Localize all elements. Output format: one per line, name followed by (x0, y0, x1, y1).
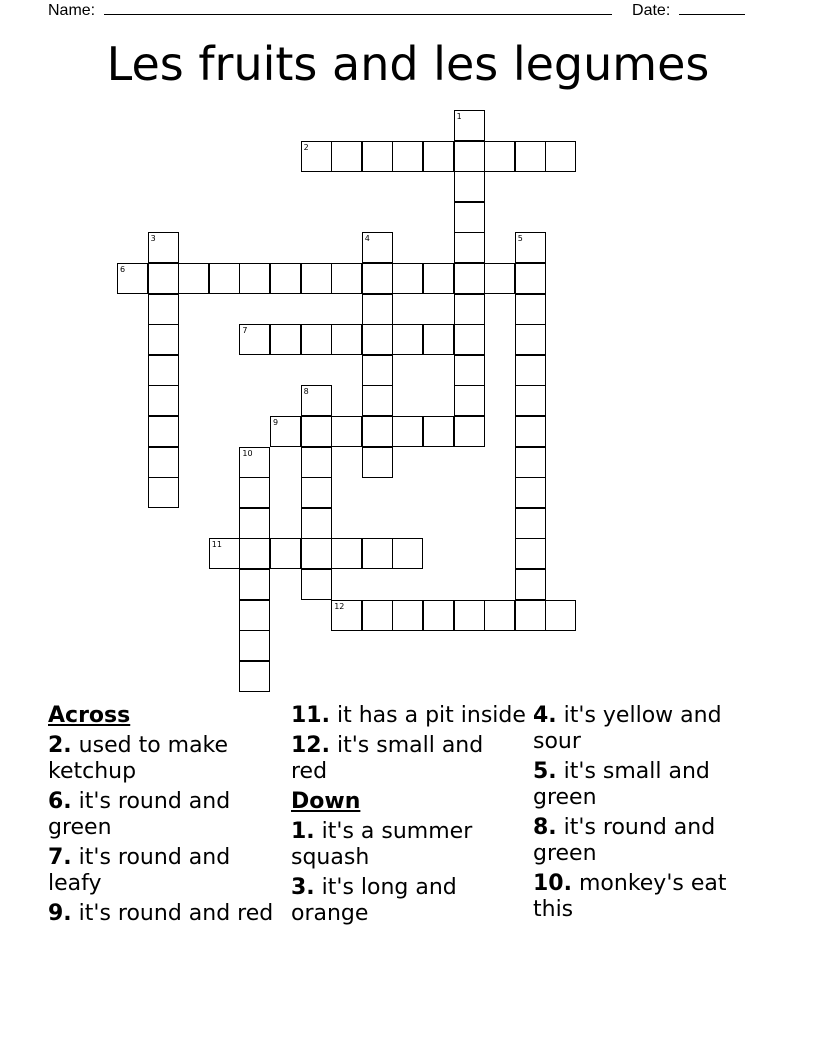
grid-cell[interactable] (423, 416, 454, 447)
grid-cell[interactable] (362, 447, 393, 478)
clue-number: 3 (150, 234, 156, 244)
grid-cell[interactable] (301, 538, 332, 569)
grid-cell[interactable] (392, 600, 423, 631)
grid-cell[interactable] (178, 263, 209, 294)
grid-cell[interactable] (515, 477, 546, 508)
grid-cell[interactable] (148, 385, 179, 416)
grid-cell[interactable] (331, 600, 362, 631)
clue-number: 8 (303, 387, 309, 397)
grid-cell[interactable] (148, 324, 179, 355)
grid-cell[interactable] (515, 385, 546, 416)
grid-cell[interactable] (270, 324, 301, 355)
clue-text: monkey's eat this (533, 871, 727, 922)
grid-cell[interactable] (148, 355, 179, 386)
grid-cell[interactable] (545, 141, 576, 172)
grid-cell[interactable] (239, 661, 270, 692)
grid-cell[interactable] (454, 263, 485, 294)
grid-cell[interactable] (515, 141, 546, 172)
grid-cell[interactable] (239, 600, 270, 631)
clue-item (48, 733, 283, 785)
clue-item (533, 815, 768, 867)
grid-cell[interactable] (301, 416, 332, 447)
clue-number-label: 4. (533, 703, 557, 728)
grid-cell[interactable] (362, 324, 393, 355)
grid-cell[interactable] (484, 600, 515, 631)
grid-cell[interactable] (331, 324, 362, 355)
grid-cell[interactable] (148, 477, 179, 508)
clue-number-label: 2. (48, 733, 72, 758)
clue-text: it's yellow and sour (533, 703, 722, 754)
clue-number: 5 (517, 234, 523, 244)
clue-text: it's round and red (78, 901, 274, 926)
grid-cell[interactable] (423, 263, 454, 294)
down-clue-list (291, 819, 526, 927)
clue-text: it's round and leafy (48, 845, 231, 896)
grid-cell[interactable] (239, 569, 270, 600)
clue-item (48, 789, 283, 841)
grid-cell[interactable] (301, 385, 332, 416)
grid-cell[interactable] (454, 141, 485, 172)
grid-cell[interactable] (209, 263, 240, 294)
grid-cell[interactable] (301, 141, 332, 172)
grid-cell[interactable] (117, 263, 148, 294)
grid-cell[interactable] (362, 385, 393, 416)
grid-cell[interactable] (515, 416, 546, 447)
grid-cell[interactable] (239, 447, 270, 478)
clue-item (533, 871, 768, 923)
grid-cell[interactable] (515, 294, 546, 325)
clue-item (291, 875, 526, 927)
grid-cell[interactable] (515, 355, 546, 386)
grid-cell[interactable] (148, 263, 179, 294)
grid-cell[interactable] (454, 294, 485, 325)
grid-cell[interactable] (362, 232, 393, 263)
grid-cell[interactable] (331, 538, 362, 569)
grid-cell[interactable] (331, 141, 362, 172)
grid-cell[interactable] (362, 416, 393, 447)
grid-cell[interactable] (515, 232, 546, 263)
grid-cell[interactable] (515, 324, 546, 355)
grid-cell[interactable] (392, 538, 423, 569)
grid-cell[interactable] (239, 508, 270, 539)
grid-cell[interactable] (423, 600, 454, 631)
clue-number: 9 (273, 418, 279, 427)
grid-cell[interactable] (270, 538, 301, 569)
grid-cell[interactable] (454, 355, 485, 386)
clue-text: it's round and green (48, 789, 231, 840)
grid-cell[interactable] (392, 324, 423, 355)
clue-item (48, 845, 283, 897)
clue-text: it's round and green (533, 815, 716, 866)
grid-cell[interactable] (423, 324, 454, 355)
grid-cell[interactable] (301, 508, 332, 539)
clue-number-label: 1. (291, 819, 315, 844)
grid-cell[interactable] (301, 477, 332, 508)
clue-text: it's long and orange (291, 875, 457, 926)
clue-text: it's small and red (291, 733, 484, 784)
grid-cell[interactable] (515, 447, 546, 478)
grid-cell[interactable] (239, 324, 270, 355)
clue-number: 11 (211, 540, 222, 550)
clues-column-2 (291, 703, 526, 931)
clue-number: 4 (364, 234, 370, 244)
grid-cell[interactable] (270, 416, 301, 447)
grid-cell[interactable] (239, 538, 270, 569)
clue-item (533, 703, 768, 755)
grid-cell[interactable] (148, 232, 179, 263)
clue-item (291, 819, 526, 871)
clue-item (48, 901, 283, 927)
clue-number-label: 10. (533, 871, 572, 896)
clue-number-label: 7. (48, 845, 72, 870)
clue-number-label: 3. (291, 875, 315, 900)
clue-item (291, 733, 526, 785)
across-heading: Across (48, 703, 131, 728)
clue-text: it's small and green (533, 759, 710, 810)
grid-cell[interactable] (484, 141, 515, 172)
grid-cell[interactable] (454, 232, 485, 263)
clue-number: 1 (456, 112, 462, 121)
grid-cell[interactable] (362, 294, 393, 325)
grid-cell[interactable] (362, 263, 393, 294)
grid-cell[interactable] (301, 263, 332, 294)
clue-text: used to make ketchup (48, 733, 229, 784)
grid-cell[interactable] (331, 263, 362, 294)
clue-number-label: 11. (291, 703, 330, 728)
grid-cell[interactable] (301, 569, 332, 600)
grid-cell[interactable] (392, 416, 423, 447)
puzzle-title: Les fruits and les legumes (106, 37, 710, 91)
date-label: Date: (632, 2, 671, 19)
grid-cell[interactable] (454, 385, 485, 416)
grid-cell[interactable] (362, 538, 393, 569)
grid-cell[interactable] (362, 141, 393, 172)
name-label: Name: (48, 2, 96, 19)
clues-column-1 (48, 703, 283, 931)
across-clue-list-cont (291, 703, 526, 785)
clue-text: it has a pit inside (336, 703, 526, 728)
clue-item (291, 703, 526, 729)
grid-cell[interactable] (270, 263, 301, 294)
grid-cell[interactable] (209, 538, 240, 569)
clue-number-label: 6. (48, 789, 72, 814)
grid-cell[interactable] (454, 600, 485, 631)
grid-cell[interactable] (239, 630, 270, 661)
grid-cell[interactable] (239, 263, 270, 294)
clue-number-label: 8. (533, 815, 557, 840)
clue-number: 2 (303, 142, 309, 152)
grid-cell[interactable] (454, 171, 485, 202)
clue-number: 6 (120, 265, 126, 274)
grid-cell[interactable] (515, 263, 546, 294)
grid-cell[interactable] (454, 324, 485, 355)
grid-cell[interactable] (148, 447, 179, 478)
clue-number-label: 5. (533, 759, 557, 784)
clue-number-label: 9. (48, 901, 72, 926)
grid-cell[interactable] (515, 569, 546, 600)
grid-cell[interactable] (392, 263, 423, 294)
grid-cell[interactable] (454, 110, 485, 141)
clue-text: it's a summer squash (291, 819, 473, 870)
grid-cell[interactable] (392, 141, 423, 172)
grid-cell[interactable] (515, 600, 546, 631)
clue-number: 7 (242, 326, 248, 336)
grid-cell[interactable] (301, 447, 332, 478)
grid-cell[interactable] (362, 600, 393, 631)
clue-number-label: 12. (291, 733, 330, 758)
grid-cell[interactable] (148, 416, 179, 447)
grid-cell[interactable] (545, 600, 576, 631)
grid-cell[interactable] (515, 538, 546, 569)
grid-cell[interactable] (148, 294, 179, 325)
grid-cell[interactable] (454, 416, 485, 447)
clues-column-3 (533, 703, 768, 927)
clue-item (533, 759, 768, 811)
down-clue-list-cont (533, 703, 768, 923)
grid-cell[interactable] (515, 508, 546, 539)
grid-cell[interactable] (423, 141, 454, 172)
clue-number: 12 (334, 601, 345, 611)
grid-cell[interactable] (484, 263, 515, 294)
grid-cell[interactable] (362, 355, 393, 386)
clue-number: 10 (242, 448, 253, 458)
grid-cell[interactable] (239, 477, 270, 508)
across-clue-list (48, 733, 283, 927)
grid-cell[interactable] (454, 202, 485, 233)
grid-cell[interactable] (301, 324, 332, 355)
down-heading: Down (291, 789, 361, 814)
grid-cell[interactable] (331, 416, 362, 447)
